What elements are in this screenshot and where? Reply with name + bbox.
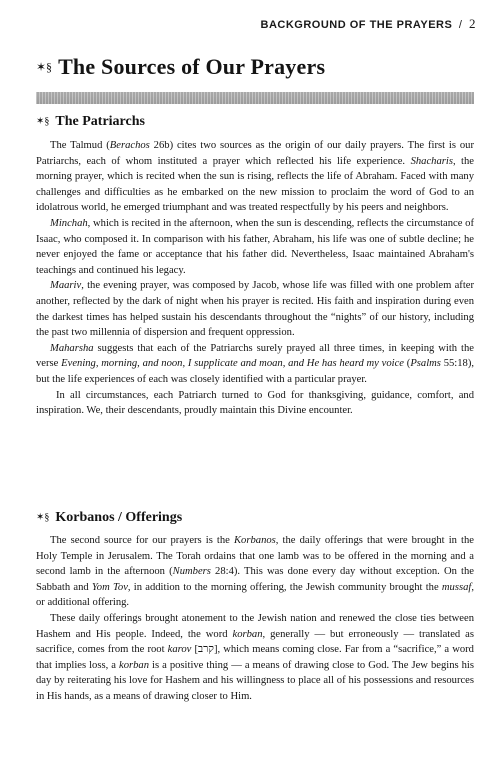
italic-run: Maariv <box>50 280 82 292</box>
ornament-icon: ✶§ <box>36 512 50 523</box>
running-head <box>261 16 476 32</box>
section-title: The Patriarchs <box>55 114 145 129</box>
section-title: Korbanos / Offerings <box>55 510 183 525</box>
text-run: suggests that each of the Patriarchs surely prayed all three times, in keeping with the verse <box>36 342 474 370</box>
italic-run: korban <box>232 628 263 640</box>
section-body-korbanos <box>36 533 474 705</box>
text-run: , the daily offerings that were brought in the Holy Temple in Jerusalem. The Torah ordains that one lamb was to be offered in the morning and a second lamb in the afternoon ( <box>36 535 474 578</box>
text-run: [קרב], which means coming close. Far from a “sacrifice,” a word that implies loss, a <box>36 644 474 671</box>
text-run: , which is recited in the afternoon, when the sun is descending, reflects the circumstance of Isaac, who composed it. In comparison with his father, Abraham, his life was one of subtle decline; he never enjoyed the fame or acceptance that his father did. Nevertheless, Isaac maintained Abraham's teachings and continued his legacy. <box>36 217 474 276</box>
section-heading-korbanos <box>36 510 182 526</box>
text-run: The second source for our prayers is the <box>50 535 234 546</box>
paragraph <box>36 533 474 611</box>
text-run: ( <box>404 358 411 370</box>
text-run: , the morning prayer, which is recited when the sun is rising, reflects the life of Abraham. Faced with many challenges and difficulties as he embarked on the new mission to proclaim the word of God to an idolatrous world, he emerged triumphant and was treated respectfully by his peers and neighbors. <box>36 155 475 214</box>
italic-run: mussaf <box>441 581 472 593</box>
text-run: , or additional offering. <box>36 581 474 609</box>
text-run: 28:4). This was done every day without exception. On the Sabbath and <box>36 566 474 593</box>
italic-run: korban <box>119 659 150 671</box>
text-run: 55:18), but the life experiences of each was closely identified with a particular prayer. <box>36 358 475 385</box>
italic-run: Psalms <box>410 358 441 370</box>
text-run: , in addition to the morning offering, the Jewish community brought the <box>127 581 442 593</box>
italic-run: Evening, morning, and noon, I supplicate and moan, and He has heard my voice <box>61 358 404 370</box>
section-body-patriarchs <box>36 138 474 419</box>
italic-run: Shacharis <box>410 155 453 167</box>
paragraph <box>36 216 474 278</box>
italic-run: Korbanos <box>233 535 276 546</box>
chapter-title-row <box>36 54 325 80</box>
section-heading-patriarchs <box>36 114 145 130</box>
ornament-icon: ✶§ <box>36 60 53 74</box>
italic-run: Berachos <box>109 140 150 151</box>
paragraph <box>36 341 474 388</box>
title-rule-bar <box>36 92 474 104</box>
text-run: These daily offerings brought atonement to the Jewish nation and renewed the close ties between Hashem and His people. Indeed, the word <box>36 612 474 640</box>
text-run: , the evening prayer, was composed by Jacob, whose life was filled with one problem after another, reflected by the dark of night when his prayer is recited. His faith and inspiration during even the darkest times has helped sustain his descendants throughout the “nights” of our history, including the past two millennia of dispersion and frequent oppression. <box>36 280 474 339</box>
ornament-icon: ✶§ <box>36 116 50 127</box>
text-run: , generally — but erroneously — translated as sacrifice, comes from the root <box>36 628 475 656</box>
italic-run: karov <box>167 644 192 656</box>
running-head-section: BACKGROUND OF THE PRAYERS <box>260 19 453 31</box>
italic-run: Numbers <box>172 566 211 578</box>
text-run: is a positive thing — a means of drawing close to God. The Jew begins his day by reiterating his love for Hashem and his willingness to place all of his possessions and resources in His hands, as a means of drawing closer to Him. <box>36 659 474 702</box>
italic-run: Maharsha <box>50 342 94 354</box>
page-number: 2 <box>469 16 476 31</box>
paragraph <box>36 388 474 419</box>
page-title: The Sources of Our Prayers <box>58 54 326 79</box>
paragraph <box>36 611 474 705</box>
italic-run: Minchah <box>50 217 88 229</box>
running-head-separator: / <box>458 19 463 31</box>
paragraph <box>36 138 474 216</box>
text-run: 26b) cites two sources as the origin of our daily prayers. The first is our Patriarchs, each of whom instituted a prayer which reflected his life experience. <box>36 140 474 167</box>
italic-run: Yom Tov <box>91 581 128 593</box>
paragraph <box>36 278 474 340</box>
text-run: The Talmud ( <box>50 140 110 151</box>
text-run: In all circumstances, each Patriarch turned to God for thanksgiving, guidance, comfort, and inspiration. We, their descendants, proudly maintain this Divine encounter. <box>36 389 474 417</box>
